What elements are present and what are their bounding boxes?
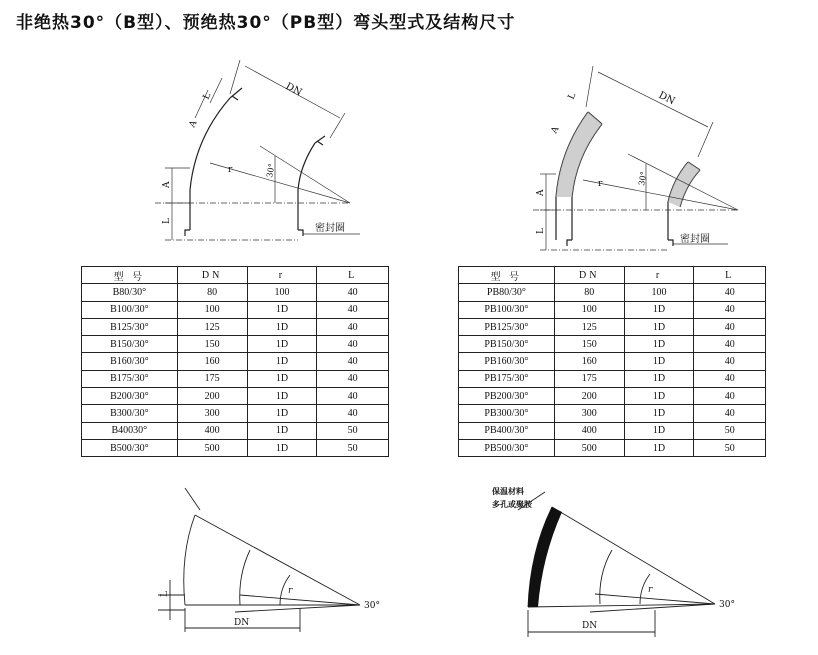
pb-wedge-dn-label: DN — [582, 621, 598, 631]
b-elbow-section-drawing — [150, 58, 370, 253]
pb-wedge-angle-label: 30° — [719, 600, 735, 610]
cell-l: 40 — [694, 370, 766, 387]
cell-l: 40 — [694, 353, 766, 370]
col-header-l: L — [317, 267, 389, 284]
cell-l: 50 — [317, 439, 389, 456]
cell-dn: 125 — [554, 318, 624, 335]
table-row — [82, 301, 389, 318]
a-label-top: A — [187, 119, 200, 130]
cell-r: 1D — [247, 388, 317, 405]
cell-model: PB125/30° — [459, 318, 555, 335]
cell-l: 40 — [694, 336, 766, 353]
cell-dn: 400 — [554, 422, 624, 439]
b-elbow-wedge-drawing — [150, 480, 390, 640]
cell-dn: 400 — [177, 422, 247, 439]
cell-r: 1D — [624, 301, 694, 318]
cell-model: PB200/30° — [459, 388, 555, 405]
cell-dn: 160 — [554, 353, 624, 370]
cell-l: 40 — [317, 336, 389, 353]
table-row — [459, 405, 766, 422]
cell-model: B150/30° — [82, 336, 178, 353]
cell-r: 1D — [247, 439, 317, 456]
cell-l: 40 — [694, 405, 766, 422]
cell-dn: 175 — [177, 370, 247, 387]
col-header-r: r — [247, 267, 317, 284]
cell-model: PB100/30° — [459, 301, 555, 318]
pb-wedge-r-label: r — [648, 585, 653, 595]
cell-r: 100 — [247, 284, 317, 301]
table-row — [82, 336, 389, 353]
cell-r: 1D — [624, 336, 694, 353]
table-row — [459, 422, 766, 439]
col-header-model: 型 号 — [82, 267, 178, 284]
cell-r: 1D — [247, 301, 317, 318]
pb-a-label-left: A — [536, 189, 546, 196]
cell-model: B300/30° — [82, 405, 178, 422]
insulation-label-2: 多孔或聚胺 — [492, 499, 532, 509]
wedge-r-label: r — [288, 586, 293, 596]
pb-l-label-left: L — [536, 228, 546, 234]
col-header-l: L — [694, 267, 766, 284]
cell-model: B40030° — [82, 422, 178, 439]
cell-dn: 500 — [554, 439, 624, 456]
cell-model: PB175/30° — [459, 370, 555, 387]
insulation-label-1: 保温材料 — [492, 486, 524, 496]
cell-l: 40 — [317, 284, 389, 301]
cell-dn: 200 — [177, 388, 247, 405]
cell-dn: 100 — [554, 301, 624, 318]
cell-dn: 150 — [177, 336, 247, 353]
pb-seal-label: 密封圈 — [680, 234, 710, 245]
cell-l: 40 — [317, 301, 389, 318]
table-row — [82, 388, 389, 405]
cell-r: 1D — [624, 405, 694, 422]
cell-model: B160/30° — [82, 353, 178, 370]
pb-dn-label: DN — [656, 89, 677, 108]
cell-dn: 175 — [554, 370, 624, 387]
cell-l: 50 — [317, 422, 389, 439]
cell-l: 40 — [694, 388, 766, 405]
l-label-top: L — [201, 91, 214, 102]
cell-r: 1D — [247, 370, 317, 387]
col-header-r: r — [624, 267, 694, 284]
pb-elbow-section-drawing — [528, 62, 753, 257]
cell-model: PB160/30° — [459, 353, 555, 370]
table-header-row — [459, 267, 766, 284]
angle-label: 30° — [265, 162, 277, 179]
table-header-row — [82, 267, 389, 284]
cell-r: 1D — [624, 422, 694, 439]
wedge-angle-label: 30° — [364, 601, 380, 611]
seal-label: 密封圈 — [315, 223, 345, 234]
cell-model: PB400/30° — [459, 422, 555, 439]
cell-r: 1D — [247, 405, 317, 422]
table-row — [82, 405, 389, 422]
cell-l: 50 — [694, 439, 766, 456]
cell-r: 1D — [624, 388, 694, 405]
cell-l: 40 — [694, 318, 766, 335]
cell-l: 40 — [317, 388, 389, 405]
cell-r: 1D — [624, 439, 694, 456]
cell-l: 40 — [317, 353, 389, 370]
pb-l-label-top: L — [566, 91, 579, 102]
table-row — [459, 284, 766, 301]
table-row — [82, 370, 389, 387]
table-row — [82, 318, 389, 335]
cell-r: 1D — [247, 353, 317, 370]
cell-model: B80/30° — [82, 284, 178, 301]
table-row — [82, 353, 389, 370]
table-row — [459, 353, 766, 370]
cell-model: B125/30° — [82, 318, 178, 335]
pb-a-label-top: A — [549, 125, 562, 136]
cell-dn: 300 — [177, 405, 247, 422]
cell-r: 100 — [624, 284, 694, 301]
cell-l: 40 — [317, 318, 389, 335]
cell-dn: 80 — [554, 284, 624, 301]
table-row — [459, 318, 766, 335]
wedge-dn-label: DN — [234, 618, 250, 628]
cell-dn: 160 — [177, 353, 247, 370]
b-type-spec-table — [81, 266, 389, 457]
cell-model: B500/30° — [82, 439, 178, 456]
dn-label: DN — [283, 80, 304, 99]
cell-dn: 80 — [177, 284, 247, 301]
table-row — [82, 284, 389, 301]
cell-r: 1D — [247, 422, 317, 439]
col-header-dn: DN — [554, 267, 624, 284]
a-label-left: A — [162, 181, 172, 188]
col-header-model: 型 号 — [459, 267, 555, 284]
cell-r: 1D — [624, 370, 694, 387]
cell-model: PB300/30° — [459, 405, 555, 422]
table-row — [82, 439, 389, 456]
l-label-left: L — [162, 218, 172, 224]
cell-model: PB150/30° — [459, 336, 555, 353]
table-row — [82, 422, 389, 439]
cell-model: B200/30° — [82, 388, 178, 405]
cell-model: B175/30° — [82, 370, 178, 387]
cell-dn: 125 — [177, 318, 247, 335]
cell-r: 1D — [247, 336, 317, 353]
cell-l: 40 — [317, 370, 389, 387]
cell-dn: 300 — [554, 405, 624, 422]
table-row — [459, 336, 766, 353]
cell-model: PB500/30° — [459, 439, 555, 456]
cell-dn: 150 — [554, 336, 624, 353]
cell-model: B100/30° — [82, 301, 178, 318]
pb-angle-label: 30° — [637, 170, 649, 187]
cell-r: 1D — [624, 318, 694, 335]
pb-type-spec-table — [458, 266, 766, 457]
insulation-fill-right — [668, 162, 700, 207]
cell-l: 40 — [694, 284, 766, 301]
pb-elbow-wedge-drawing — [490, 482, 750, 642]
table-row — [459, 439, 766, 456]
wedge-l-label: L — [160, 591, 170, 597]
cell-model: PB80/30° — [459, 284, 555, 301]
table-row — [459, 388, 766, 405]
cell-l: 50 — [694, 422, 766, 439]
cell-r: 1D — [624, 353, 694, 370]
cell-dn: 500 — [177, 439, 247, 456]
cell-dn: 200 — [554, 388, 624, 405]
cell-r: 1D — [247, 318, 317, 335]
table-row — [459, 301, 766, 318]
cell-l: 40 — [317, 405, 389, 422]
pb-r-label: r — [598, 179, 603, 189]
page-title: 非绝热30°（B型）、预绝热30°（PB型）弯头型式及结构尺寸 — [16, 13, 516, 33]
cell-l: 40 — [694, 301, 766, 318]
r-label: r — [228, 165, 233, 175]
table-row — [459, 370, 766, 387]
col-header-dn: DN — [177, 267, 247, 284]
cell-dn: 100 — [177, 301, 247, 318]
